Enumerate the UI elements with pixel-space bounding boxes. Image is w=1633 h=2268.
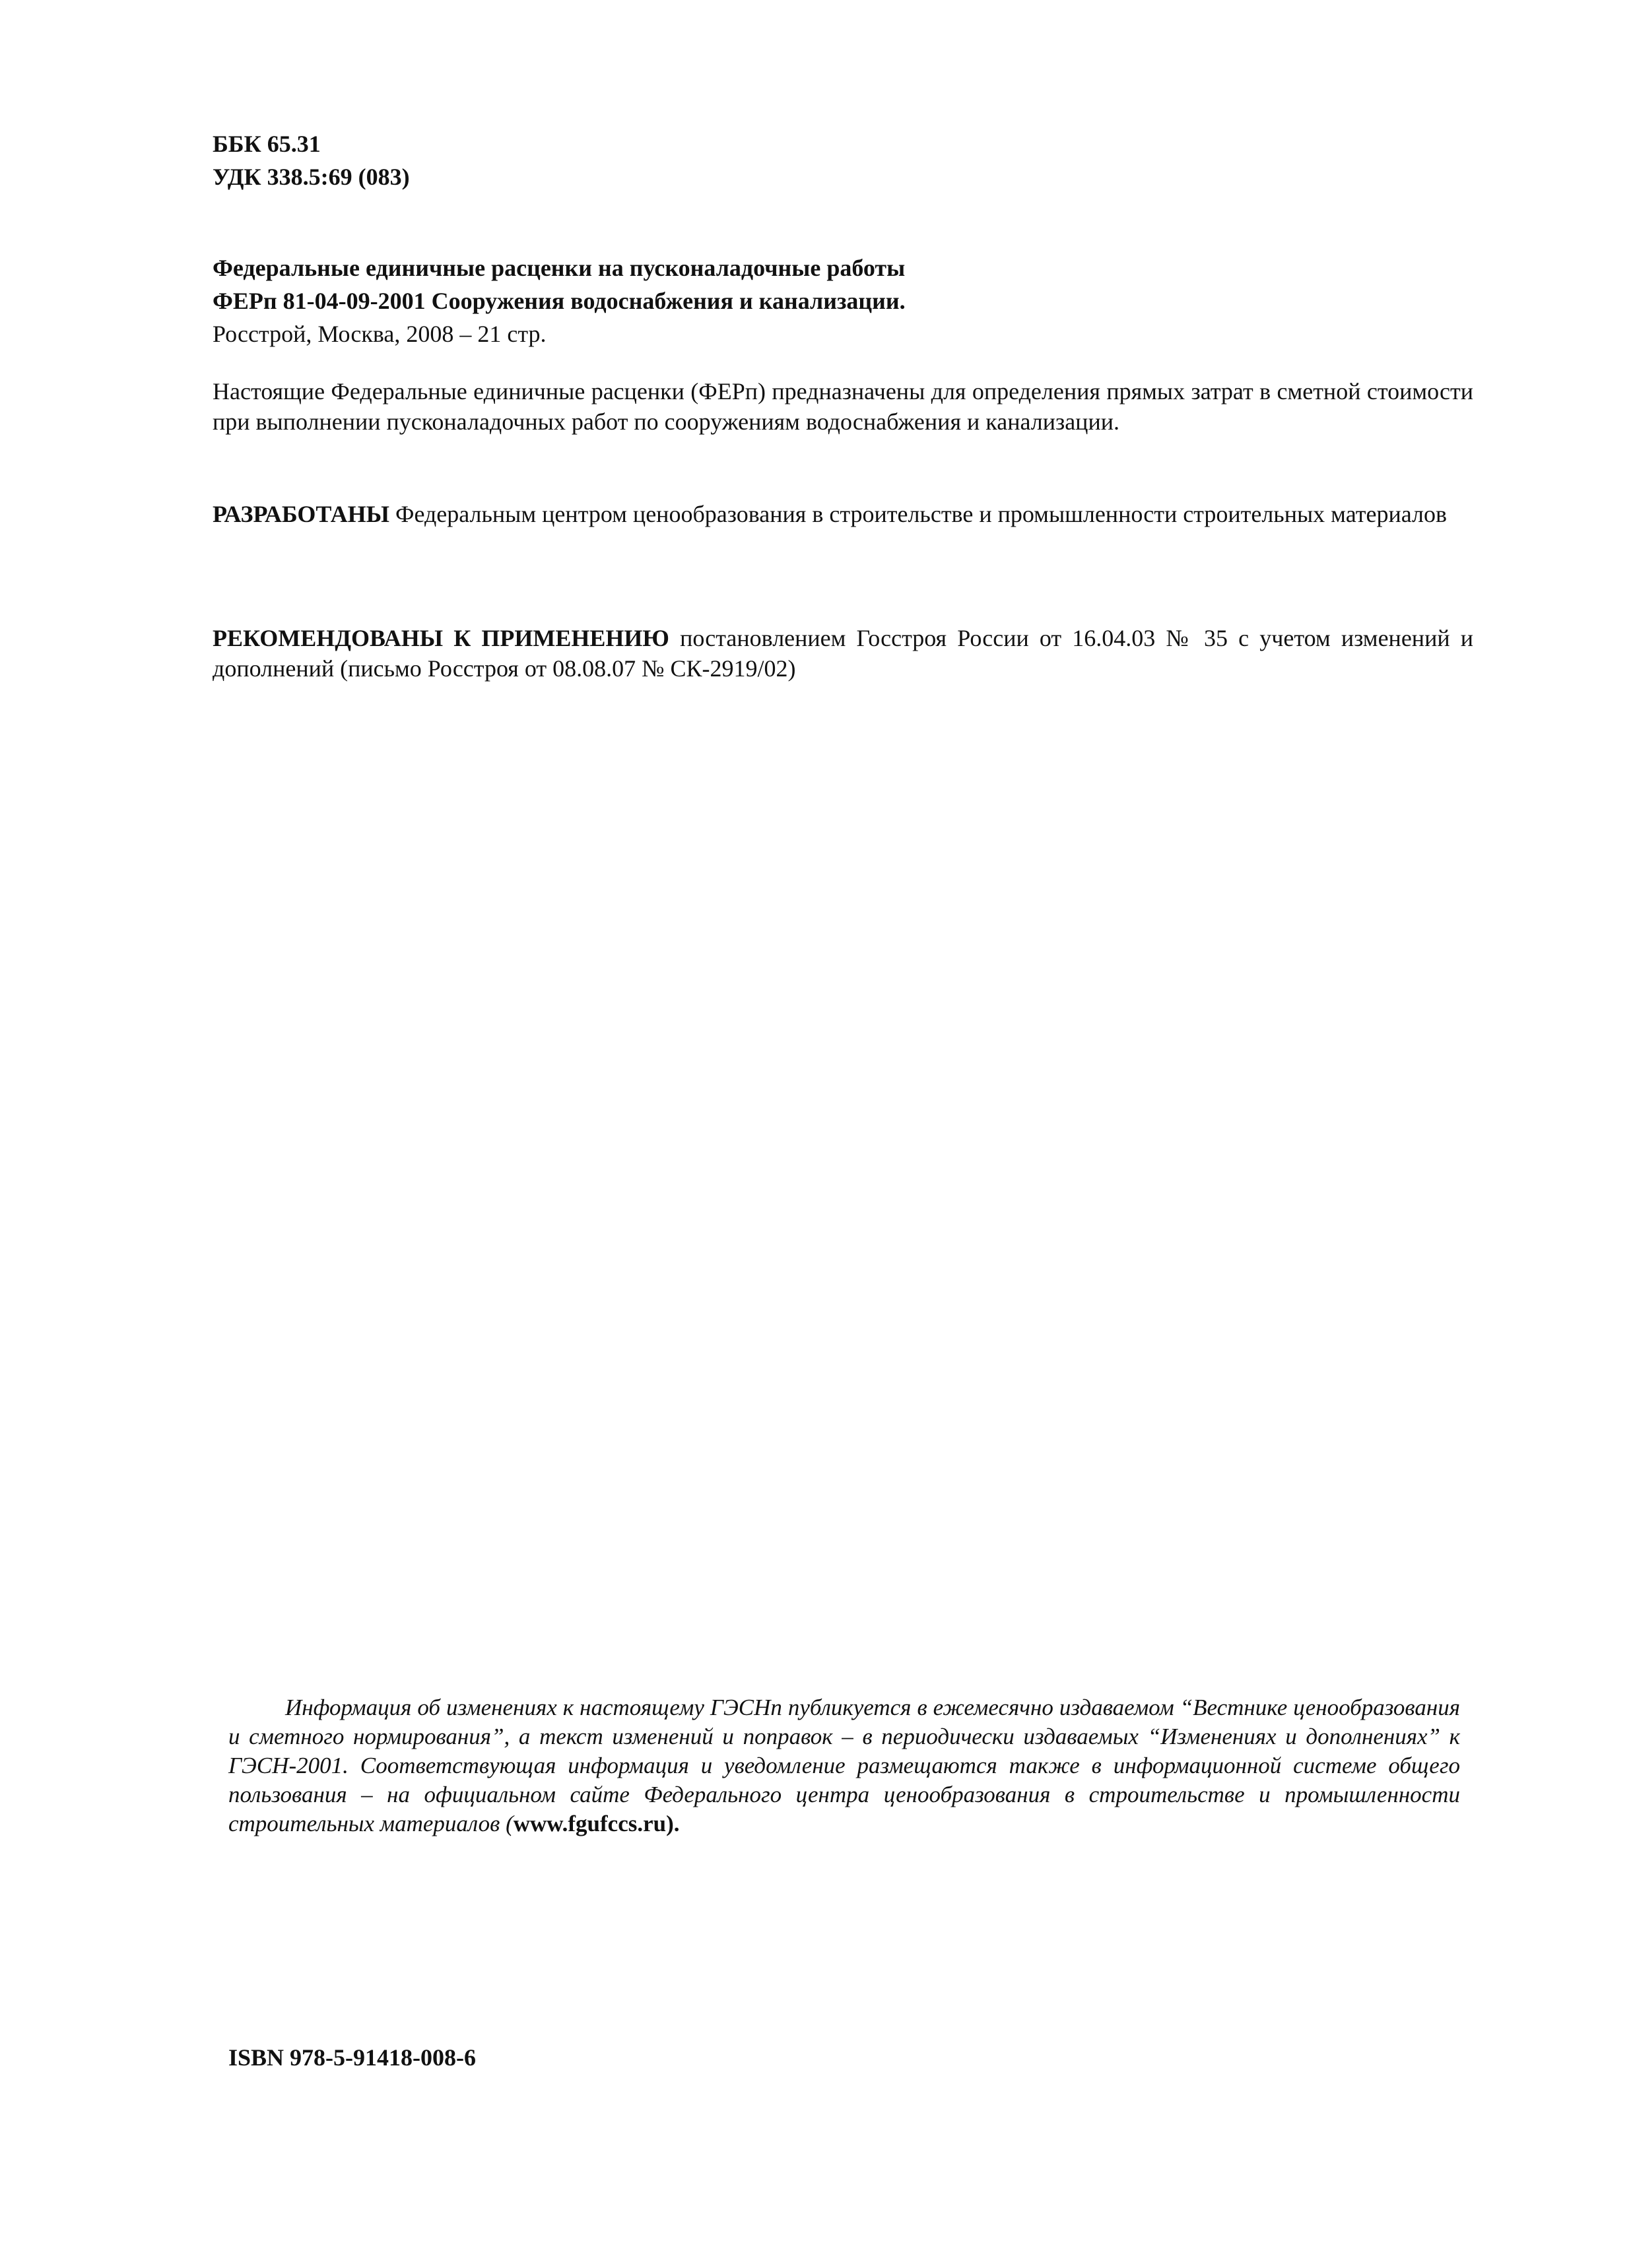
publisher-line: Росстрой, Москва, 2008 – 21 стр.: [213, 321, 547, 347]
udk-code: УДК 338.5:69 (083): [213, 164, 410, 190]
info-tail: ).: [666, 1811, 680, 1836]
document-title-line-1: Федеральные единичные расценки на пусконаладочные работы: [213, 255, 906, 281]
developed-label: РАЗРАБОТАНЫ: [213, 501, 389, 527]
recommended-paragraph: [213, 623, 1473, 684]
document-title-line-2: ФЕРп 81-04-09-2001 Сооружения водоснабжения и канализации.: [213, 288, 906, 314]
purpose-paragraph: Настоящие Федеральные единичные расценки (ФЕРп) предназначены для определения прямых затрат в сметной стоимости при выполнении пусконаладочных работ по сооружениям водоснабжения и канализации.: [213, 378, 1473, 435]
info-paragraph: [228, 1693, 1460, 1838]
recommended-label: РЕКОМЕНДОВАНЫ К ПРИМЕНЕНИЮ: [213, 625, 669, 651]
website-link[interactable]: www.fgufccs.ru: [513, 1811, 667, 1836]
isbn-number: ISBN 978-5-91418-008-6: [228, 2044, 476, 2071]
bbk-code: ББК 65.31: [213, 131, 321, 157]
developed-text: Федеральным центром ценообразования в строительстве и промышленности строительных материалов: [389, 501, 1447, 527]
info-text: Информация об изменениях к настоящему ГЭСНп публикуется в ежемесячно издаваемом “Вестнике ценообразования и сметного нормирования”, а текст изменений и поправок – в периодически издаваемых “Изменениях и дополнениях” к ГЭСН-2001. Соответствующая информация и уведомление размещаются также в информационной системе общего пользования – на официальном сайте Федерального центра ценообразования в строительстве и промышленности строительных материалов (: [228, 1695, 1460, 1836]
recommended-text: постановлением Госстроя России от 16.04.03 № 35 с учетом изменений и дополнений (письмо Росстроя от 08.08.07 № СК-2919/02): [213, 625, 1474, 682]
developed-paragraph: [213, 499, 1473, 529]
